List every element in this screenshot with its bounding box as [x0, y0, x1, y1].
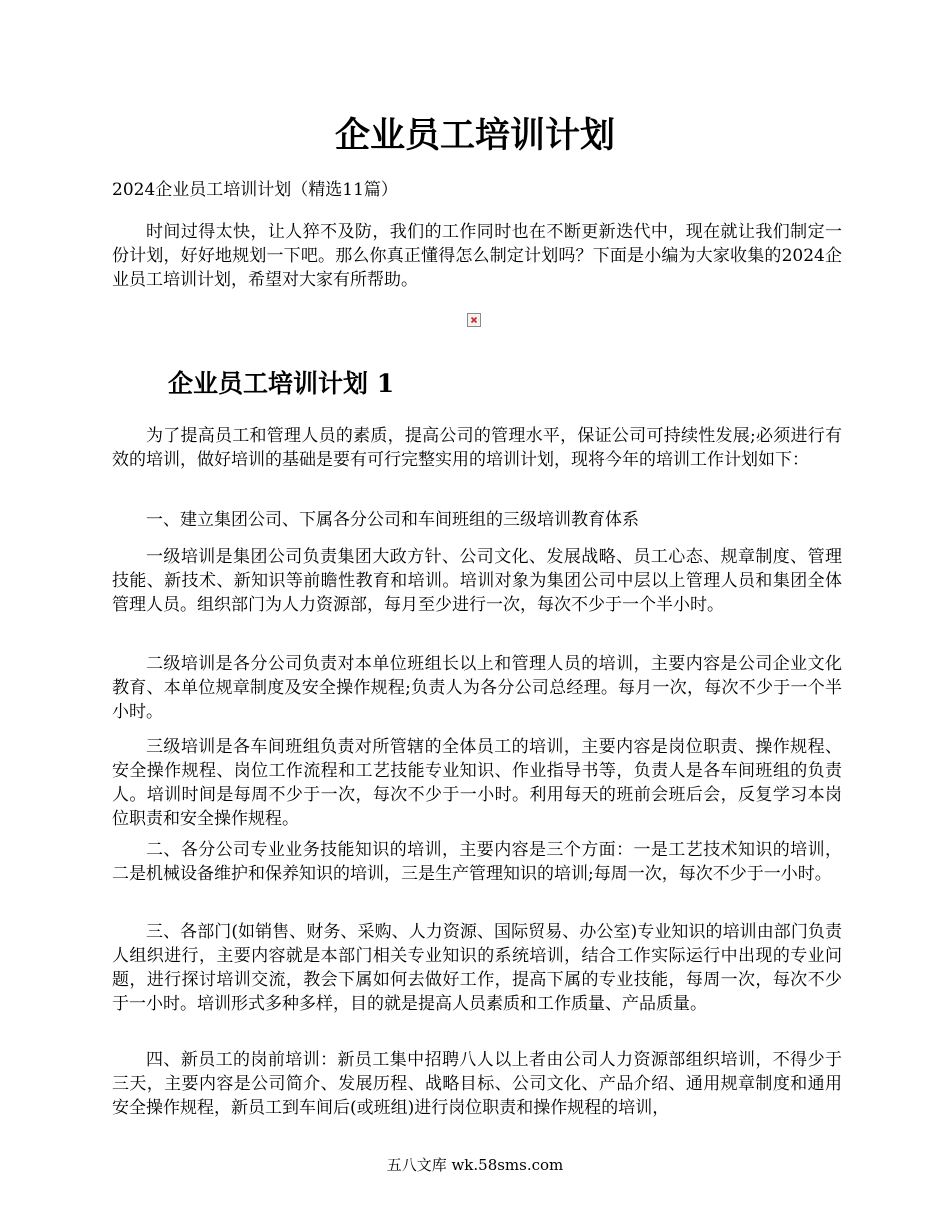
paragraph-1: 为了提高员工和管理人员的素质，提高公司的管理水平，保证公司可持续性发展;必须进行有效的培训，做好培训的基础是要有可行完整实用的培训计划，现将今年的培训工作计划如下：	[112, 426, 842, 470]
intro-paragraph: 时间过得太快，让人猝不及防，我们的工作同时也在不断更新迭代中，现在就让我们制定一份计划，好好地规划一下吧。那么你真正懂得怎么制定计划吗？下面是小编为大家收集的2024企业员工培训计划，希望对大家有所帮助。	[112, 222, 842, 290]
paragraph-4: 二级培训是各分公司负责对本单位班组长以上和管理人员的培训，主要内容是公司企业文化教育、本单位规章制度及安全操作规程;负责人为各分公司总经理。每月一次，每次不少于一个半小时。	[112, 654, 842, 722]
document-subtitle: 2024企业员工培训计划（精选11篇）	[112, 180, 398, 200]
page-footer: 五八文库 wk.58sms.com	[386, 1156, 564, 1174]
broken-image-icon	[467, 313, 481, 327]
paragraph-2: 一、建立集团公司、下属各分公司和车间班组的三级培训教育体系	[146, 510, 639, 530]
paragraph-3: 一级培训是集团公司负责集团大政方针、公司文化、发展战略、员工心态、规章制度、管理技能、新技术、新知识等前瞻性教育和培训。培训对象为集团公司中层以上管理人员和集团全体管理人员。组织部门为人力资源部，每月至少进行一次，每次不少于一个半小时。	[112, 547, 842, 615]
section-heading: 企业员工培训计划 1	[168, 369, 395, 398]
paragraph-5: 三级培训是各车间班组负责对所管辖的全体员工的培训，主要内容是岗位职责、操作规程、安全操作规程、岗位工作流程和工艺技能专业知识、作业指导书等，负责人是各车间班组的负责人。培训时间是每周不少于一次，每次不少于一小时。利用每天的班前会班后会，反复学习本岗位职责和安全操作规程。	[112, 737, 842, 829]
page-title: 企业员工培训计划	[334, 115, 615, 156]
paragraph-7: 三、各部门(如销售、财务、采购、人力资源、国际贸易、办公室)专业知识的培训由部门负责人组织进行，主要内容就是本部门相关专业知识的系统培训，结合工作实际运行中出现的专业问题，进行探讨培训交流，教会下属如何去做好工作，提高下属的专业技能，每周一次，每次不少于一小时。培训形式多种多样，目的就是提高人员素质和工作质量、产品质量。	[112, 922, 842, 1014]
paragraph-6: 二、各分公司专业业务技能知识的培训，主要内容是三个方面：一是工艺技术知识的培训，二是机械设备维护和保养知识的培训，三是生产管理知识的培训;每周一次，每次不少于一小时。	[112, 840, 842, 884]
paragraph-8: 四、新员工的岗前培训：新员工集中招聘八人以上者由公司人力资源部组织培训，不得少于三天，主要内容是公司简介、发展历程、战略目标、公司文化、产品介绍、通用规章制度和通用安全操作规程，新员工到车间后(或班组)进行岗位职责和操作规程的培训，	[112, 1050, 842, 1118]
